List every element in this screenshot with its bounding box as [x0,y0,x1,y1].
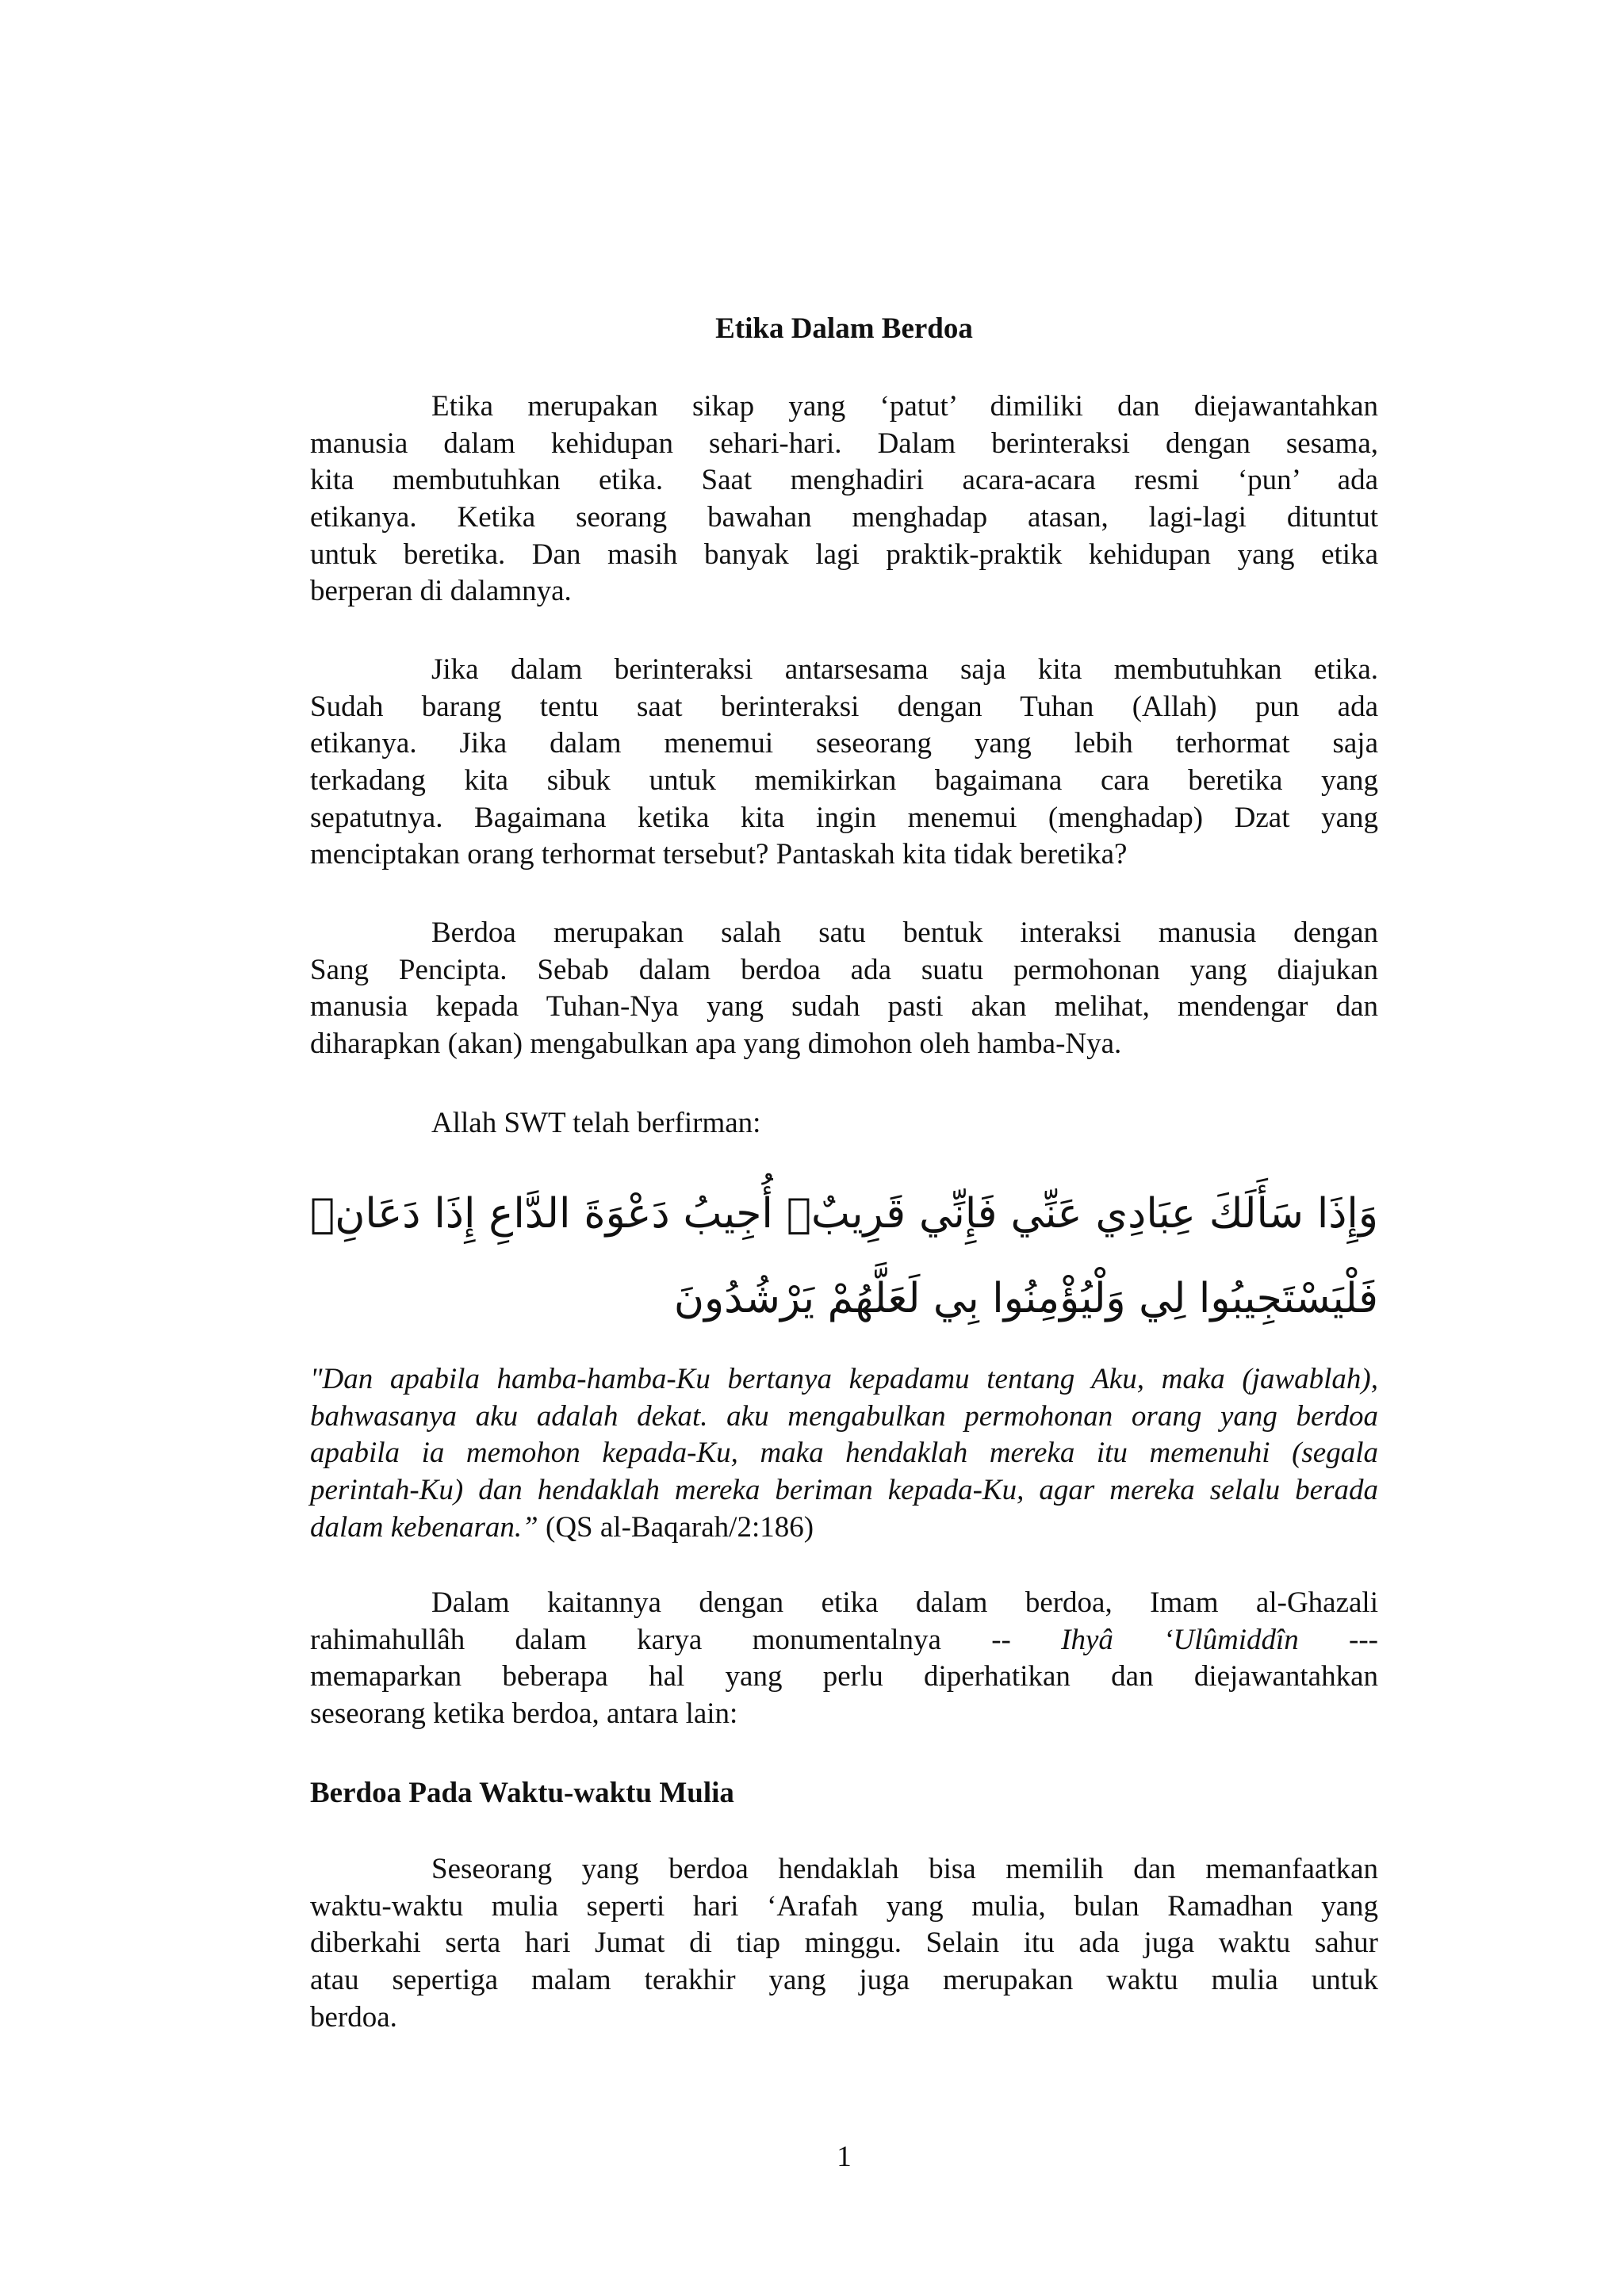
paragraph-line: manusia kepada Tuhan-Nya yang sudah pasti akan melihat, mendengar dan [310,990,1378,1024]
paragraph-line: diharapkan (akan) mengabulkan apa yang dimohon oleh hamba-Nya. [310,1027,1122,1061]
translation-line [310,1510,1378,1547]
paragraph-4 [310,1585,1378,1733]
paragraph-line: diberkahi serta hari Jumat di tiap minggu. Selain itu ada juga waktu sahur [310,1927,1378,1960]
paragraph-3 [310,915,1378,1063]
verse-intro: Allah SWT telah berfirman: [431,1107,761,1139]
paragraph-line: manusia dalam kehidupan sehari-hari. Dalam berinteraksi dengan sesama, [310,427,1378,460]
arabic-verse-line: فَلْيَسْتَجِيبُوا لِي وَلْيُؤْمِنُوا بِي لَعَلَّهُمْ يَرْشُدُونَ [673,1275,1378,1322]
translation-line: bahwasanya aku adalah dekat. aku mengabulkan permohonan orang yang berdoa [310,1399,1378,1433]
paragraph-line: atau sepertiga malam terakhir yang juga merupakan waktu mulia untuk [310,1964,1378,1997]
paragraph-line: seseorang ketika berdoa, antara lain: [310,1697,738,1731]
translation-line: perintah-Ku) dan hendaklah mereka beriman kepada-Ku, agar mereka selalu berada [310,1474,1378,1507]
paragraph-line: terkadang kita sibuk untuk memikirkan bagaimana cara beretika yang [310,764,1378,798]
paragraph-1 [310,388,1378,610]
verse-citation: (QS al-Baqarah/2:186) [546,1510,814,1544]
book-title: Ihyâ ‘Ulûmiddîn [1061,1623,1299,1656]
paragraph-5 [310,1851,1378,2036]
paragraph-line-text: --- [1349,1623,1378,1656]
verse-translation [310,1361,1378,1546]
paragraph-line: Dalam kaitannya dengan etika dalam berdoa, Imam al-Ghazali [431,1586,1378,1619]
verse-intro-block [310,1105,1378,1142]
paragraph-line [310,1622,1378,1659]
paragraph-line: Jika dalam berinteraksi antarsesama saja kita membutuhkan etika. [431,653,1378,686]
paragraph-line: Sang Pencipta. Sebab dalam berdoa ada suatu permohonan yang diajukan [310,953,1378,986]
translation-last-line: dalam kebenaran.” [310,1510,538,1544]
arabic-verse [310,1172,1378,1341]
paragraph-line: berperan di dalamnya. [310,575,572,608]
translation-line: "Dan apabila hamba-hamba-Ku bertanya kepadamu tentang Aku, maka (jawablah), [310,1363,1378,1395]
section-heading: Berdoa Pada Waktu-waktu Mulia [310,1777,734,1809]
paragraph-line: Sudah barang tentu saat berinteraksi dengan Tuhan (Allah) pun ada [310,690,1378,723]
paragraph-line: menciptakan orang terhormat tersebut? Pantaskah kita tidak beretika? [310,838,1128,871]
translation-line: apabila ia memohon kepada-Ku, maka hendaklah mereka itu memenuhi (segala [310,1437,1378,1470]
paragraph-line: Seseorang yang berdoa hendaklah bisa memilih dan memanfaatkan [431,1853,1378,1885]
paragraph-line-text: rahimahullâh dalam karya monumentalnya -- [310,1623,1011,1656]
section-heading-block [310,1775,1378,1812]
arabic-verse-line: وَإِذَا سَأَلَكَ عِبَادِي عَنِّي فَإِنِّي قَرِيبٌۖ أُجِيبُ دَعْوَةَ الدَّاعِ إِذَا دَعَانِۖ [310,1190,1378,1238]
paragraph-line: berdoa. [310,2000,397,2034]
paragraph-line: kita membutuhkan etika. Saat menghadiri acara-acara resmi ‘pun’ ada [310,464,1378,497]
paragraph-2 [310,652,1378,874]
document-title: Etika Dalam Berdoa [715,312,973,345]
title-block [310,311,1378,348]
paragraph-line: sepatutnya. Bagaimana ketika kita ingin menemui (menghadap) Dzat yang [310,801,1378,834]
paragraph-line: Etika merupakan sikap yang ‘patut’ dimiliki dan diejawantahkan [431,390,1378,423]
paragraph-line: etikanya. Jika dalam menemui seseorang yang lebih terhormat saja [310,727,1378,760]
page-number: 1 [837,2141,852,2173]
page-number-block [310,2139,1378,2176]
paragraph-line: waktu-waktu mulia seperti hari ‘Arafah yang mulia, bulan Ramadhan yang [310,1889,1378,1923]
paragraph-line: etikanya. Ketika seorang bawahan menghadap atasan, lagi-lagi dituntut [310,501,1378,534]
paragraph-line: untuk beretika. Dan masih banyak lagi praktik-praktik kehidupan yang etika [310,538,1378,571]
paragraph-line: memaparkan beberapa hal yang perlu diperhatikan dan diejawantahkan [310,1660,1378,1693]
paragraph-line: Berdoa merupakan salah satu bentuk interaksi manusia dengan [431,916,1378,949]
